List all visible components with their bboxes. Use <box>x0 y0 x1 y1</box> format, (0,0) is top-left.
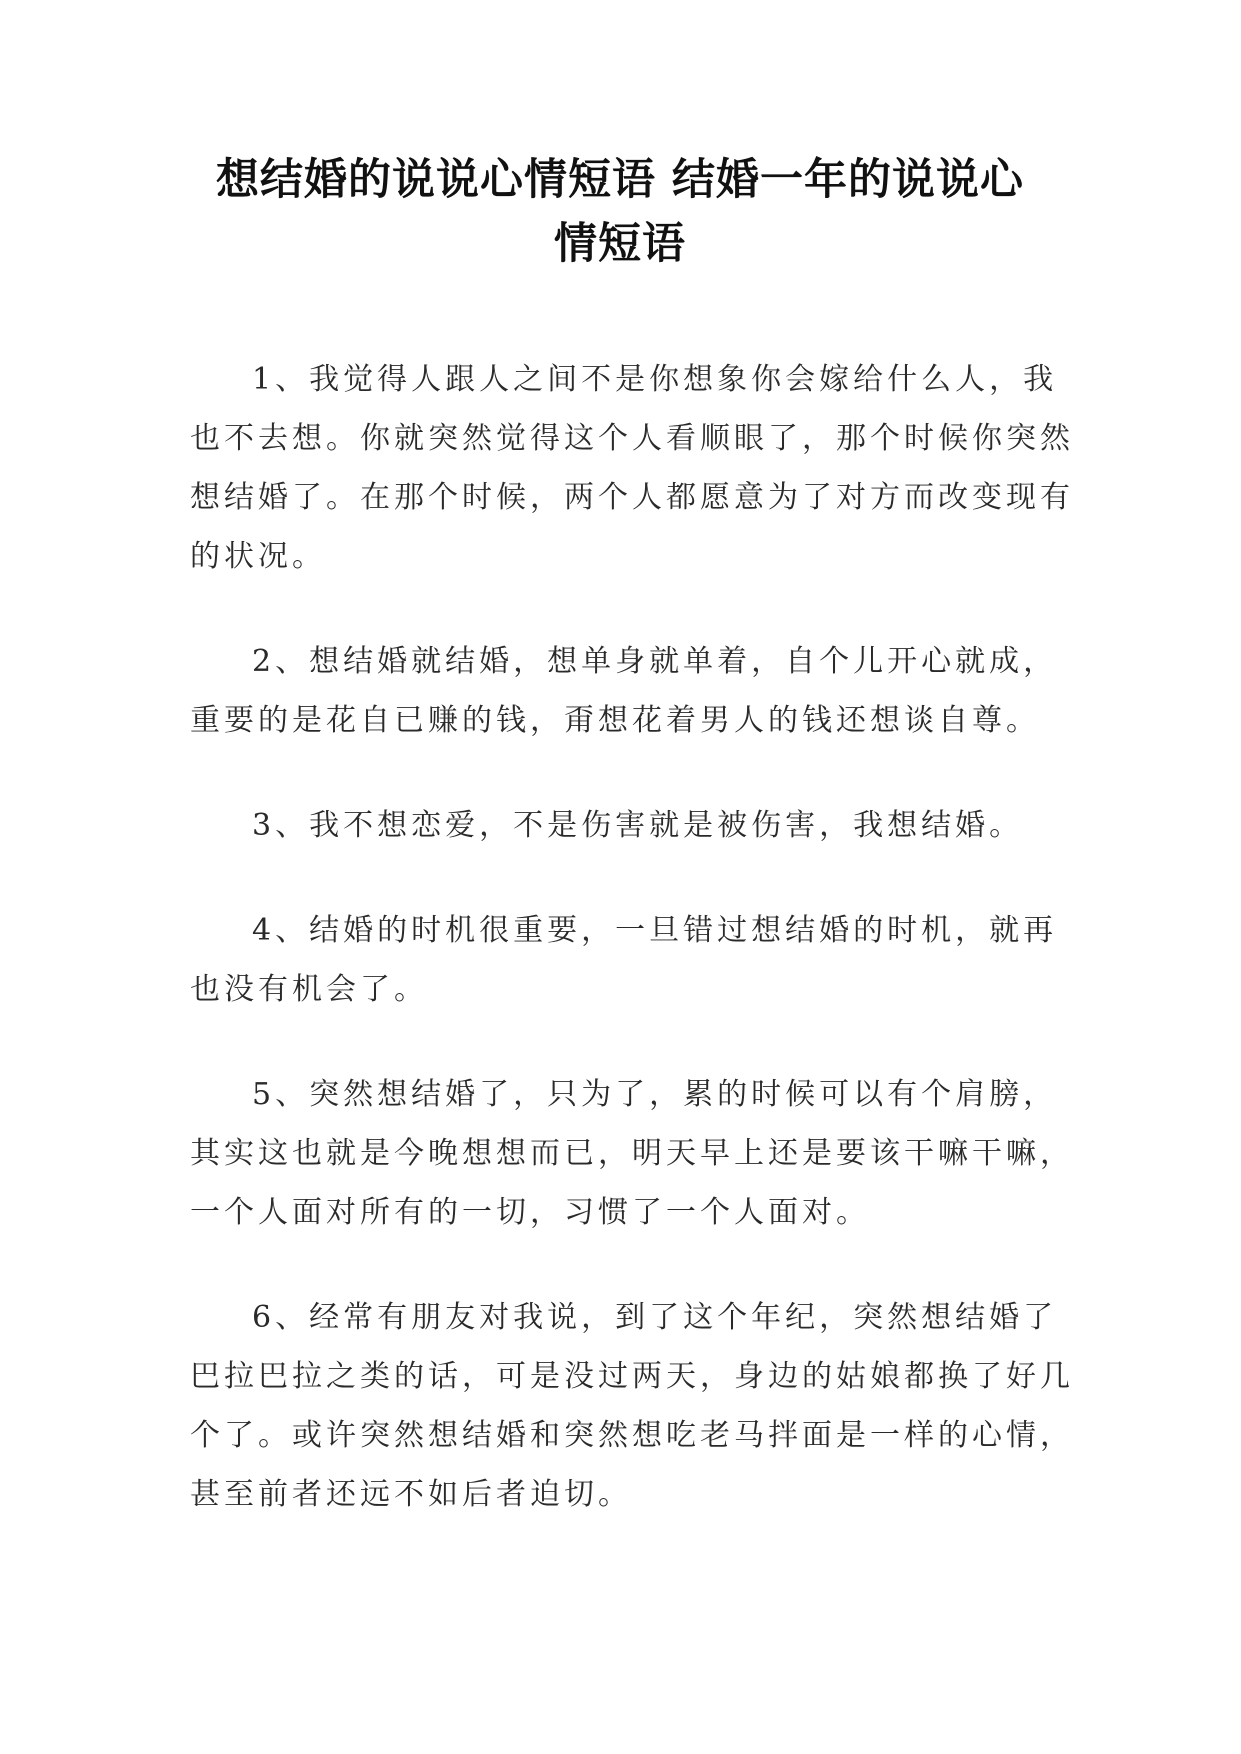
document-body <box>190 350 1074 1570</box>
paragraph-5 <box>190 1065 1074 1242</box>
paragraph-line: 巴拉巴拉之类的话，可是没过两天，身边的姑娘都换了好几 <box>190 1359 1074 1394</box>
paragraph-line: 其实这也就是今晚想想而已，明天早上还是要该干嘛干嘛， <box>190 1136 1074 1171</box>
paragraph-line: 6、经常有朋友对我说，到了这个年纪，突然想结婚了 <box>252 1300 1058 1335</box>
document-title <box>150 148 1090 276</box>
paragraph-line: 1、我觉得人跟人之间不是你想象你会嫁给什么人，我 <box>252 362 1058 397</box>
paragraph-line: 个了。或许突然想结婚和突然想吃老马拌面是一样的心情， <box>190 1418 1074 1453</box>
paragraph-line: 2、想结婚就结婚，想单身就单着，自个儿开心就成， <box>252 644 1058 679</box>
paragraph-1 <box>190 350 1074 586</box>
paragraph-line: 也不去想。你就突然觉得这个人看顺眼了，那个时候你突然 <box>190 421 1074 456</box>
paragraph-line: 想结婚了。在那个时候，两个人都愿意为了对方而改变现有 <box>190 480 1074 515</box>
paragraph-3 <box>190 796 1060 855</box>
paragraph-line: 5、突然想结婚了，只为了，累的时候可以有个肩膀， <box>252 1077 1058 1112</box>
paragraph-line: 的状况。 <box>190 539 326 574</box>
paragraph-line: 一个人面对所有的一切，习惯了一个人面对。 <box>190 1195 870 1230</box>
title-line: 情短语 <box>554 219 686 269</box>
paragraph-6 <box>190 1288 1074 1524</box>
title-line: 想结婚的说说心情短语 结婚一年的说说心 <box>216 155 1024 205</box>
paragraph-line: 也没有机会了。 <box>190 972 428 1007</box>
paragraph-4 <box>190 901 1060 1019</box>
paragraph-line: 甚至前者还远不如后者迫切。 <box>190 1477 632 1512</box>
paragraph-2 <box>190 632 1060 750</box>
paragraph-line: 3、我不想恋爱，不是伤害就是被伤害，我想结婚。 <box>252 808 1024 843</box>
paragraph-line: 重要的是花自已赚的钱，甭想花着男人的钱还想谈自尊。 <box>190 703 1040 738</box>
paragraph-line: 4、结婚的时机很重要，一旦错过想结婚的时机，就再 <box>252 913 1058 948</box>
